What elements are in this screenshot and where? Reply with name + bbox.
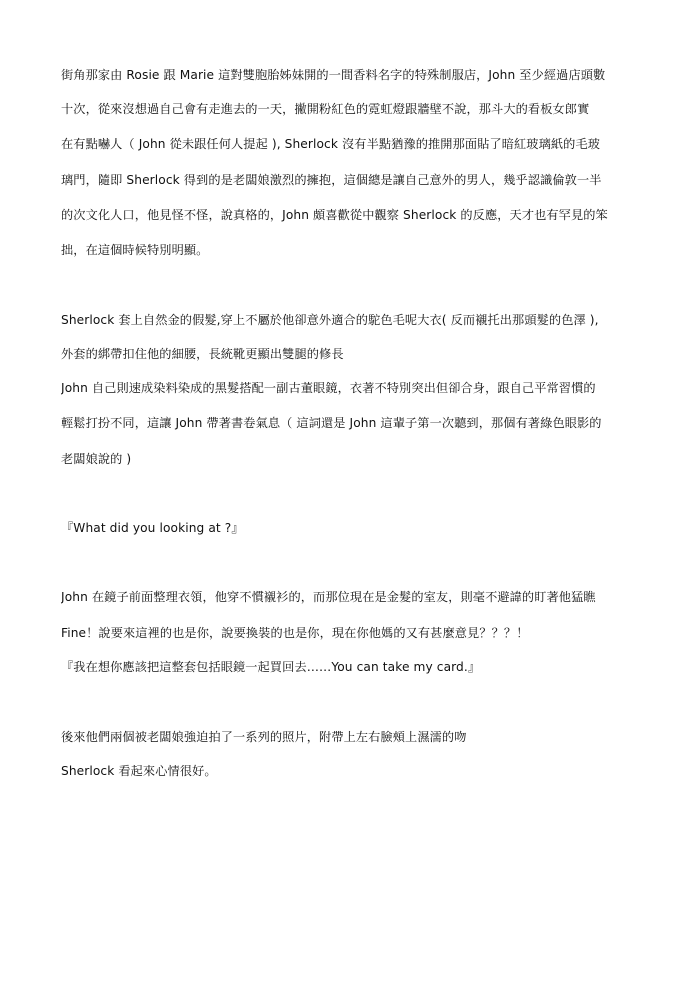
text-line: 後來他們兩個被老闆娘強迫拍了一系列的照片，附帶上左右臉頰上濕濡的吻: [61, 730, 467, 744]
text-line: 的次文化人口，他見怪不怪，說真格的，John 頗喜歡從中觀察 Sherlock 的反應，天才也有罕見的笨: [61, 208, 608, 222]
text-line: Sherlock 看起來心情很好。: [61, 764, 217, 778]
text-line: Fine！說要來這裡的也是你，說要換裝的也是你，現在你他媽的又有甚麼意見？？？！: [61, 626, 529, 640]
text-line: 街角那家由 Rosie 跟 Marie 這對雙胞胎姊妹開的一間香料名字的特殊制服店，John 至少經過店頭數: [61, 68, 606, 82]
text-line: 在有點嚇人（ John 從未跟任何人提起 ), Sherlock 沒有半點猶豫的推開那面貼了暗紅玻璃紙的毛玻: [61, 137, 601, 151]
dialogue-line: 『What did you looking at ?』: [61, 521, 244, 535]
text-line: Sherlock 套上自然金的假髮,穿上不屬於他卻意外適合的駝色毛呢大衣( 反而襯托出那頭髮的色澤 ),: [61, 313, 599, 327]
text-line: 輕鬆打扮不同，這讓 John 帶著書卷氣息（ 這詞還是 John 這輩子第一次聽到，那個有著綠色眼影的: [61, 416, 602, 430]
text-line: 老闆娘說的 ): [61, 452, 132, 466]
text-line: John 自己則速成染料染成的黑髮搭配一副古董眼鏡，衣著不特別突出但卻合身，跟自己平常習慣的: [61, 381, 596, 395]
text-line: 拙，在這個時候特別明顯。: [61, 243, 209, 257]
text-line: 璃門，隨即 Sherlock 得到的是老闆娘激烈的擁抱，這個總是讓自己意外的男人，幾乎認識倫敦一半: [61, 173, 602, 187]
text-line: John 在鏡子前面整理衣領，他穿不慣襯衫的，而那位現在是金髮的室友，則毫不避諱的盯著他猛瞧: [61, 590, 596, 604]
text-line: 十次，從來沒想過自己會有走進去的一天，撇開粉紅色的霓虹燈跟牆壁不說，那斗大的看板女郎實: [61, 102, 590, 116]
dialogue-line: 『我在想你應該把這整套包括眼鏡一起買回去……You can take my card.』: [61, 660, 481, 674]
text-line: 外套的綁帶扣住他的細腰，長統靴更顯出雙腿的修長: [61, 347, 344, 361]
